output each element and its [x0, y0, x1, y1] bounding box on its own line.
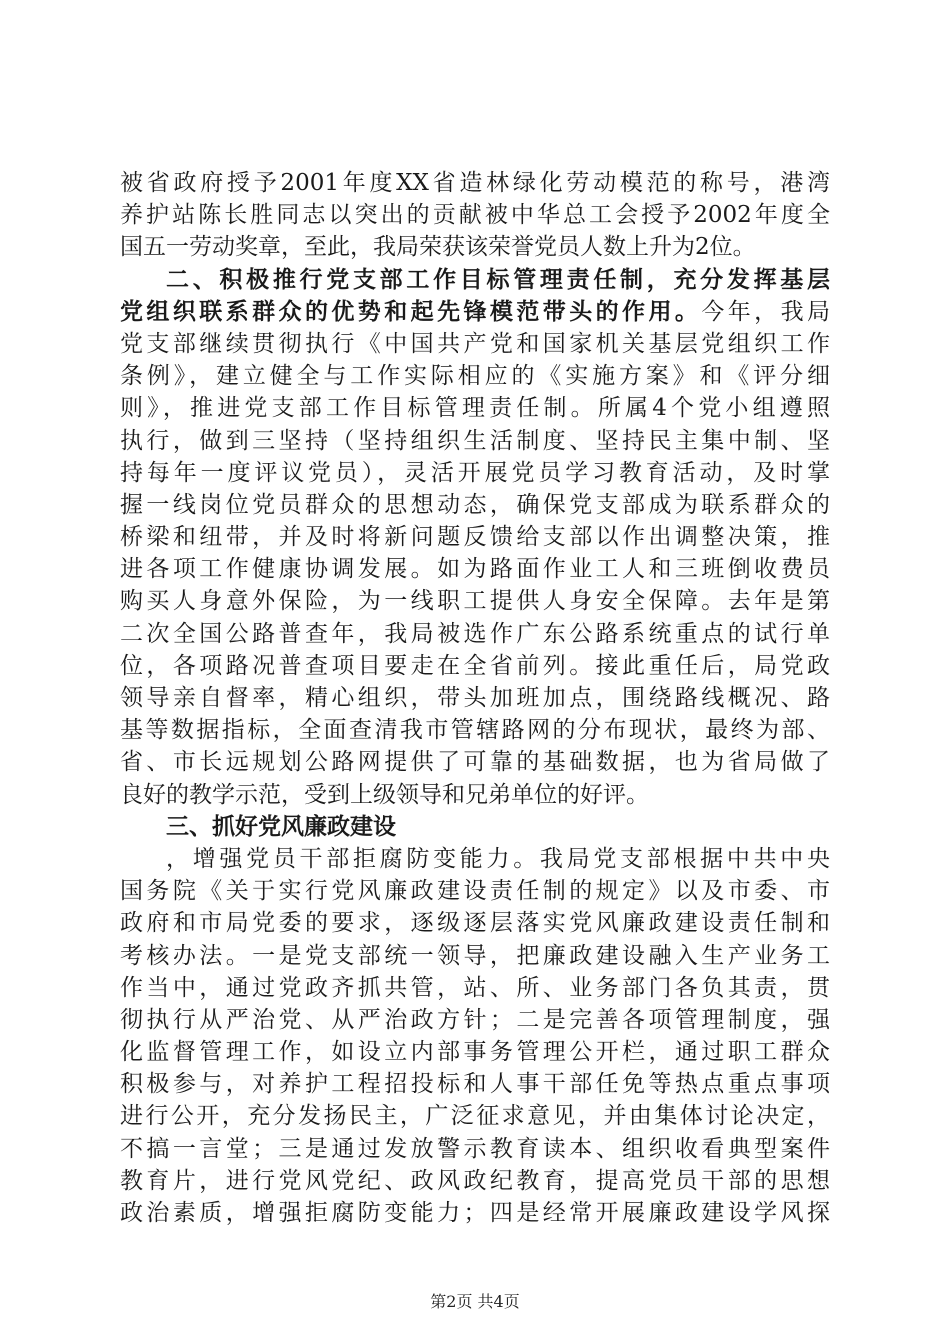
text-line: 不搞一言堂；三是通过发放警示教育读本、组织收看典型案件 — [120, 1135, 830, 1162]
text-line: 政治素质，增强拒腐防变能力；四是经常开展廉政建设学风探 — [120, 1200, 830, 1226]
text-line: 位，各项路况普查项目要走在全省前列。接此重任后，局党政 — [120, 652, 830, 679]
text-line: 则》，推进党支部工作目标管理责任制。所属4个党小组遵照 — [120, 395, 830, 422]
text-line: 政府和市局党委的要求，逐级逐层落实党风廉政建设责任制和 — [120, 910, 830, 937]
page-number-footer: 第2页 共4页 — [430, 1292, 520, 1311]
text-line: 握一线岗位党员群众的思想动态，确保党支部成为联系群众的 — [120, 491, 830, 518]
text-line: 省、市长远规划公路网提供了可靠的基础数据，也为省局做了 — [120, 749, 830, 776]
text-line: 作当中，通过党政齐抓共管，站、所、业务部门各负其责，贯 — [120, 974, 830, 1001]
text-line: 教育片，进行党风党纪、政风政纪教育，提高党员干部的思想 — [120, 1167, 830, 1194]
document-body — [120, 167, 830, 1229]
text-line: 养护站陈长胜同志以突出的贡献被中华总工会授予2002年度全 — [120, 202, 830, 229]
text-line: 执行，做到三坚持（坚持组织生活制度、坚持民主集中制、坚 — [120, 427, 830, 454]
section-2-heading: 二、积极推行党支部工作目标管理责任制，充分发挥基层 — [166, 265, 830, 293]
text-line: 二次全国公路普查年，我局被选作广东公路系统重点的试行单 — [120, 620, 830, 647]
text-line: ，增强党员干部拒腐防变能力。我局党支部根据中共中央 — [166, 845, 830, 872]
text-line: 购买人身意外保险，为一线职工提供人身安全保障。去年是第 — [120, 588, 830, 615]
section-2-text-start: 今年，我局 — [701, 298, 831, 325]
text-line: 桥梁和纽带，并及时将新问题反馈给支部以作出调整决策，推 — [120, 524, 830, 551]
text-line: 良好的教学示范，受到上级领导和兄弟单位的好评。 — [120, 781, 649, 808]
text-line: 积极参与，对养护工程招投标和人事干部任免等热点重点事项 — [120, 1071, 830, 1098]
text-line: 条例》，建立健全与工作实际相应的《实施方案》和《评分细 — [120, 363, 830, 390]
text-line: 进各项工作健康协调发展。如为路面作业工人和三班倒收费员 — [120, 556, 830, 583]
section-2-heading-continued — [120, 296, 830, 328]
text-line: 党支部继续贯彻执行《中国共产党和国家机关基层党组织工作 — [120, 330, 830, 357]
section-2-heading-tail: 党组织联系群众的优势和起先锋模范带头的作用。 — [120, 297, 702, 325]
text-line: 持每年一度评议党员），灵活开展党员学习教育活动，及时掌 — [120, 459, 830, 486]
text-line: 考核办法。一是党支部统一领导，把廉政建设融入生产业务工 — [120, 942, 830, 969]
text-line: 基等数据指标，全面查清我市管辖路网的分布现状，最终为部、 — [120, 717, 830, 744]
text-line: 化监督管理工作，如设立内部事务管理公开栏，通过职工群众 — [120, 1039, 830, 1066]
text-line: 国务院《关于实行党风廉政建设责任制的规定》以及市委、市 — [120, 878, 830, 905]
text-line: 国五一劳动奖章，至此，我局荣获该荣誉党员人数上升为2位。 — [120, 234, 756, 261]
text-line: 领导亲自督率，精心组织，带头加班加点，围绕路线概况、路 — [120, 685, 830, 711]
text-line: 被省政府授予2001年度XX省造林绿化劳动模范的称号，港湾 — [120, 170, 830, 196]
text-line: 进行公开，充分发扬民主，广泛征求意见，并由集体讨论决定， — [120, 1103, 830, 1130]
section-3-heading: 三、抓好党风廉政建设 — [166, 812, 396, 840]
text-line: 彻执行从严治党、从严治政方针；二是完善各项管理制度，强 — [120, 1006, 830, 1033]
